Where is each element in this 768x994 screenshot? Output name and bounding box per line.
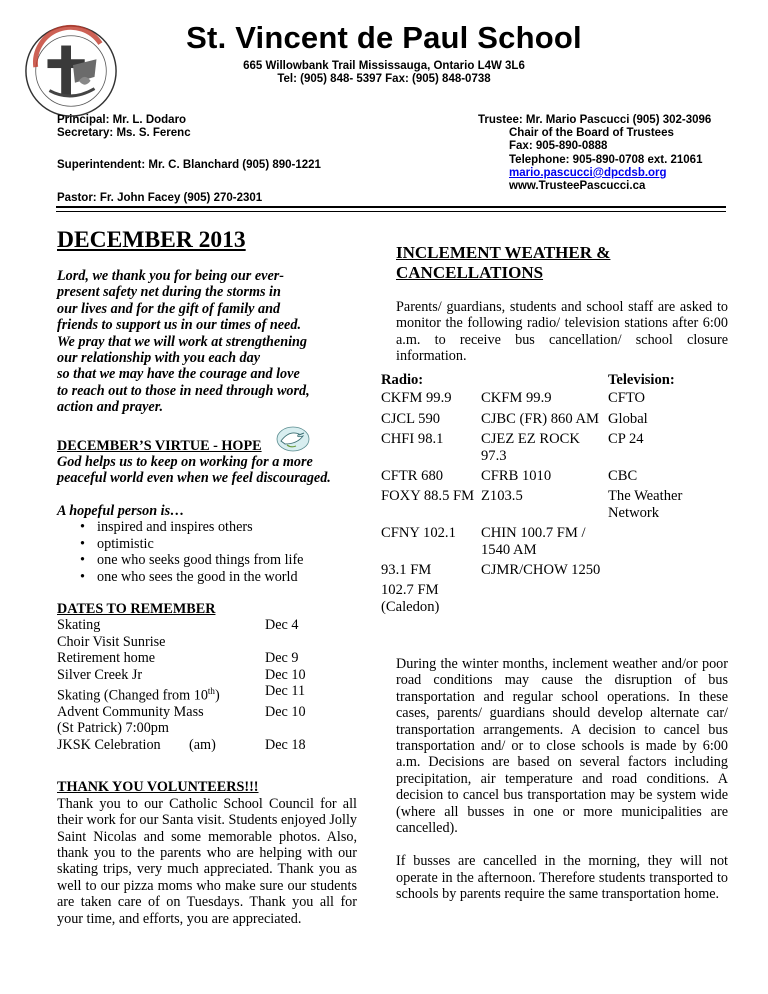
prayer-line: so that we may have the courage and love (57, 366, 300, 383)
station-cell (608, 562, 712, 582)
event-date (265, 634, 306, 650)
thanks-title: THANK YOU VOLUNTEERS!!! (57, 779, 259, 796)
trustee-role: Chair of the Board of Trustees (509, 127, 674, 140)
event-date: Dec 11 (265, 682, 306, 699)
virtue-title-text: DECEMBER’S VIRTUE - HOPE (57, 437, 262, 454)
event-date: Dec 10 (265, 666, 306, 683)
newsletter-month: DECEMBER 2013 (57, 227, 246, 253)
event-date (265, 720, 306, 736)
station-cell: Global (608, 410, 648, 427)
station-cell: CJEZ EZ ROCK 97.3 (481, 431, 580, 464)
event-name: Choir Visit Sunrise (57, 633, 166, 650)
prayer (57, 268, 357, 416)
station-cell: CJCL 590 (381, 410, 441, 427)
stations-table (381, 372, 712, 619)
event-name: Retirement home (57, 650, 156, 667)
station-cell (608, 525, 712, 562)
table-row (381, 488, 712, 525)
prayer-line: our relationship with you each day (57, 350, 260, 367)
weather-intro: Parents/ guardians, students and school staff are asked to monitor the following radio/ television stations after 6:00 a.m. to receive bus cancellation/ school closure information. (396, 299, 728, 365)
station-cell: CFTR 680 (381, 468, 444, 485)
pastor: Pastor: Fr. John Facey (905) 270-2301 (57, 191, 263, 204)
station-cell: CHIN 100.7 FM / 1540 AM (481, 525, 586, 558)
prayer-line: We pray that we will work at strengthening (57, 333, 308, 350)
station-cell: CKFM 99.9 (381, 390, 452, 407)
virtue-title (57, 438, 357, 454)
weather-title (396, 243, 728, 283)
table-header-row (381, 372, 712, 390)
event-name-text: Skating (Changed from 10 (57, 687, 208, 704)
event-name-sup: th (207, 685, 215, 696)
table-row (381, 390, 712, 410)
station-cell: 102.7 FM (Caledon) (381, 582, 440, 615)
superintendent: Superintendent: Mr. C. Blanchard (905) 890-1221 (57, 159, 321, 172)
table-row (57, 720, 306, 736)
table-row (57, 704, 306, 720)
table-row (381, 431, 712, 468)
thanks-text: Thank you to our Catholic School Council for all their work for our Santa visit. Students enjoyed Jolly Saint Nicolas and some memorable photos. Also, thank you to the parents who are helping with our skating trips, very much appreciated. Thank you as well to our pizza moms who make sure our students are taken care of on Tuesdays. Thank you all for your time, and efforts, you are appreciated. (57, 795, 357, 927)
list-item: • optimistic (97, 536, 357, 552)
trustee-info (478, 114, 711, 193)
left-column (57, 226, 357, 927)
header-divider (56, 206, 726, 208)
event-name: Skating (57, 617, 101, 634)
event-name (57, 683, 265, 704)
school-contact (0, 60, 768, 86)
event-name: Silver Creek Jr (57, 666, 143, 683)
prayer-line: our lives and for the gift of family and (57, 300, 281, 317)
station-cell: Z103.5 (481, 488, 523, 505)
weather-paragraph: During the winter months, inclement weather and/or poor road conditions may cause the disruption of bus transportation and regular school operations. In these cases, parents/ guardians should develop alternate car/ transportation arrangements. A decision to cancel bus transportation and/ or to close schools is made by 6:00 a.m. Decisions are based on several factors including precipitation, air temperature and road conditions. A decision to cancel bus transportation may be system wide (where all busses in one or more municipalities are cancelled). (396, 656, 728, 837)
radio-header: Radio: (381, 372, 424, 388)
table-row (381, 582, 712, 619)
table-row (57, 650, 306, 666)
prayer-line: action and prayer. (57, 399, 164, 416)
event-date: Dec 18 (265, 736, 306, 753)
event-name: Advent Community Mass (57, 704, 204, 721)
weather-title-line: CANCELLATIONS (396, 263, 544, 282)
table-row (381, 562, 712, 582)
trustee-email-link[interactable]: mario.pascucci@dpcdsb.org (509, 166, 667, 179)
table-row (57, 683, 306, 704)
virtue-line: God helps us to keep on working for a more (57, 454, 313, 471)
trustee-telephone: Telephone: 905-890-0708 ext. 21061 (509, 153, 703, 166)
station-cell: CJMR/CHOW 1250 (481, 562, 601, 579)
tv-header: Television: (608, 372, 675, 388)
table-row (57, 617, 306, 633)
trustee-fax: Fax: 905-890-0888 (509, 140, 608, 153)
station-cell: CFRB 1010 (481, 468, 552, 485)
hopeful-title: A hopeful person is… (57, 502, 185, 519)
station-cell: The Weather Network (608, 488, 683, 521)
list-item: • one who sees the good in the world (97, 569, 357, 585)
event-date: Dec 9 (265, 650, 299, 667)
station-cell: CHFI 98.1 (381, 431, 444, 448)
traits-list (57, 519, 357, 585)
trustee: Trustee: Mr. Mario Pascucci (905) 302-3096 (478, 114, 712, 126)
station-cell: FOXY 88.5 FM (381, 488, 475, 505)
table-row (57, 737, 306, 753)
staff-info (57, 114, 321, 205)
list-item: • one who seeks good things from life (97, 552, 357, 568)
station-cell: CP 24 (608, 431, 644, 448)
prayer-line: to reach out to those in need through word, (57, 382, 310, 399)
station-cell: 93.1 FM (381, 562, 432, 579)
right-column (396, 243, 728, 365)
prayer-line: Lord, we thank you for being our ever- (57, 268, 284, 284)
dove-icon (273, 424, 313, 454)
trustee-website-link[interactable]: www.TrusteePascucci.ca (509, 180, 646, 193)
event-name: (St Patrick) 7:00pm (57, 720, 169, 737)
weather-title-line: INCLEMENT WEATHER & (396, 243, 611, 262)
table-row (57, 634, 306, 650)
weather-body (396, 656, 728, 903)
station-cell: CKFM 99.9 (481, 390, 552, 407)
station-cell: CFNY 102.1 (381, 525, 456, 542)
station-cell: CJBC (FR) 860 AM (481, 410, 599, 427)
table-row (381, 411, 712, 431)
virtue-text (57, 454, 357, 487)
list-item: • inspired and inspires others (97, 519, 357, 535)
station-cell: CFTO (608, 390, 646, 407)
weather-paragraph: If busses are cancelled in the morning, they will not operate in the afternoon. Therefore students transported to schools by parents require the same transportation home. (396, 853, 728, 903)
prayer-line: friends to support us in our times of need. (57, 317, 301, 334)
secretary: Secretary: Ms. S. Ferenc (57, 127, 191, 140)
school-phone-fax: Tel: (905) 848- 5397 Fax: (905) 848-0738 (277, 73, 491, 85)
event-name: JKSK Celebration (am) (57, 736, 216, 753)
station-cell (608, 582, 712, 619)
event-name-after: ) (214, 687, 220, 704)
school-address: 665 Willowbank Trail Mississauga, Ontario L4W 3L6 (243, 60, 525, 72)
prayer-line: present safety net during the storms in (57, 284, 281, 301)
station-cell: CBC (608, 468, 638, 485)
principal: Principal: Mr. L. Dodaro (57, 114, 187, 126)
school-name: St. Vincent de Paul School (186, 20, 582, 55)
table-row (57, 667, 306, 683)
table-row (381, 525, 712, 562)
dates-title: DATES TO REMEMBER (57, 600, 216, 617)
table-row (381, 468, 712, 488)
header-divider-thin (56, 211, 726, 212)
station-cell (481, 582, 608, 619)
event-date: Dec 10 (265, 704, 306, 721)
dates-table (57, 617, 306, 753)
event-date: Dec 4 (265, 617, 299, 634)
virtue-line: peaceful world even when we feel discouraged. (57, 470, 331, 487)
